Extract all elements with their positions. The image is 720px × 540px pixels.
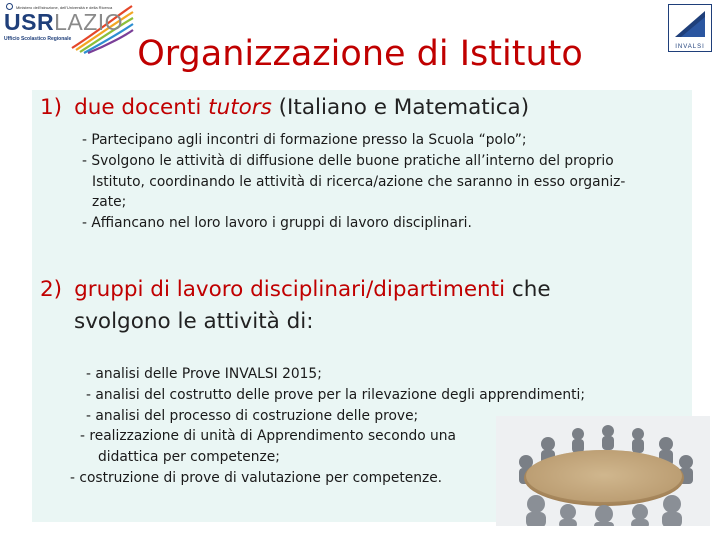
meeting-table-image [496, 416, 710, 526]
list-item: - Affiancano nel loro lavoro i gruppi di lavoro disciplinari. [82, 215, 472, 232]
ministry-text: Ministero dell'Istruzione, dell'Università e della Ricerca [16, 5, 113, 10]
list-item: - costruzione di prove di valutazione per competenze. [70, 469, 443, 486]
section-1-heading [40, 92, 529, 124]
meeting-table-icon [496, 416, 710, 526]
list-item: zate; [92, 194, 127, 211]
section-1-bullets [82, 130, 625, 234]
section-2-heading [40, 274, 551, 338]
list-item: - Svolgono le attività di diffusione delle buone pratiche all’interno del proprio [82, 152, 614, 169]
list-item: - analisi del processo di costruzione delle prove; [86, 407, 419, 424]
lazio-text: LAZIO [54, 9, 124, 35]
list-item: Istituto, coordinando le attività di ricerca/azione che saranno in esso organiz- [92, 173, 626, 190]
section-2-title-line2: svolgono le attività di: [74, 309, 314, 334]
section-1-title-before: due docenti [74, 95, 209, 120]
list-item: - analisi delle Prove INVALSI 2015; [86, 366, 322, 382]
section-2-number: 2) [40, 277, 63, 302]
section-1-title-after: (Italiano e Matematica) [271, 95, 530, 120]
usr-subtitle: Ufficio Scolastico Regionale [4, 36, 72, 42]
usr-lazio-wordmark [4, 10, 123, 34]
list-item: didattica per competenze; [98, 449, 280, 466]
section-2-title-red: gruppi di lavoro disciplinari/dipartimenti [74, 277, 506, 302]
section-1-title-italic: tutors [208, 95, 272, 120]
list-item: - analisi del costrutto delle prove per la rilevazione degli apprendimenti; [86, 386, 585, 403]
slide-title: Organizzazione di Istituto [137, 34, 583, 74]
section-2-title-dark: che [505, 277, 551, 302]
section-1-number: 1) [40, 95, 63, 120]
invalsi-text: INVALSI [675, 44, 705, 50]
usr-text: USR [4, 9, 55, 35]
list-item: - Partecipano agli incontri di formazione presso la Scuola “polo”; [82, 132, 527, 148]
list-item: - realizzazione di unità di Apprendimento secondo una [80, 428, 456, 445]
